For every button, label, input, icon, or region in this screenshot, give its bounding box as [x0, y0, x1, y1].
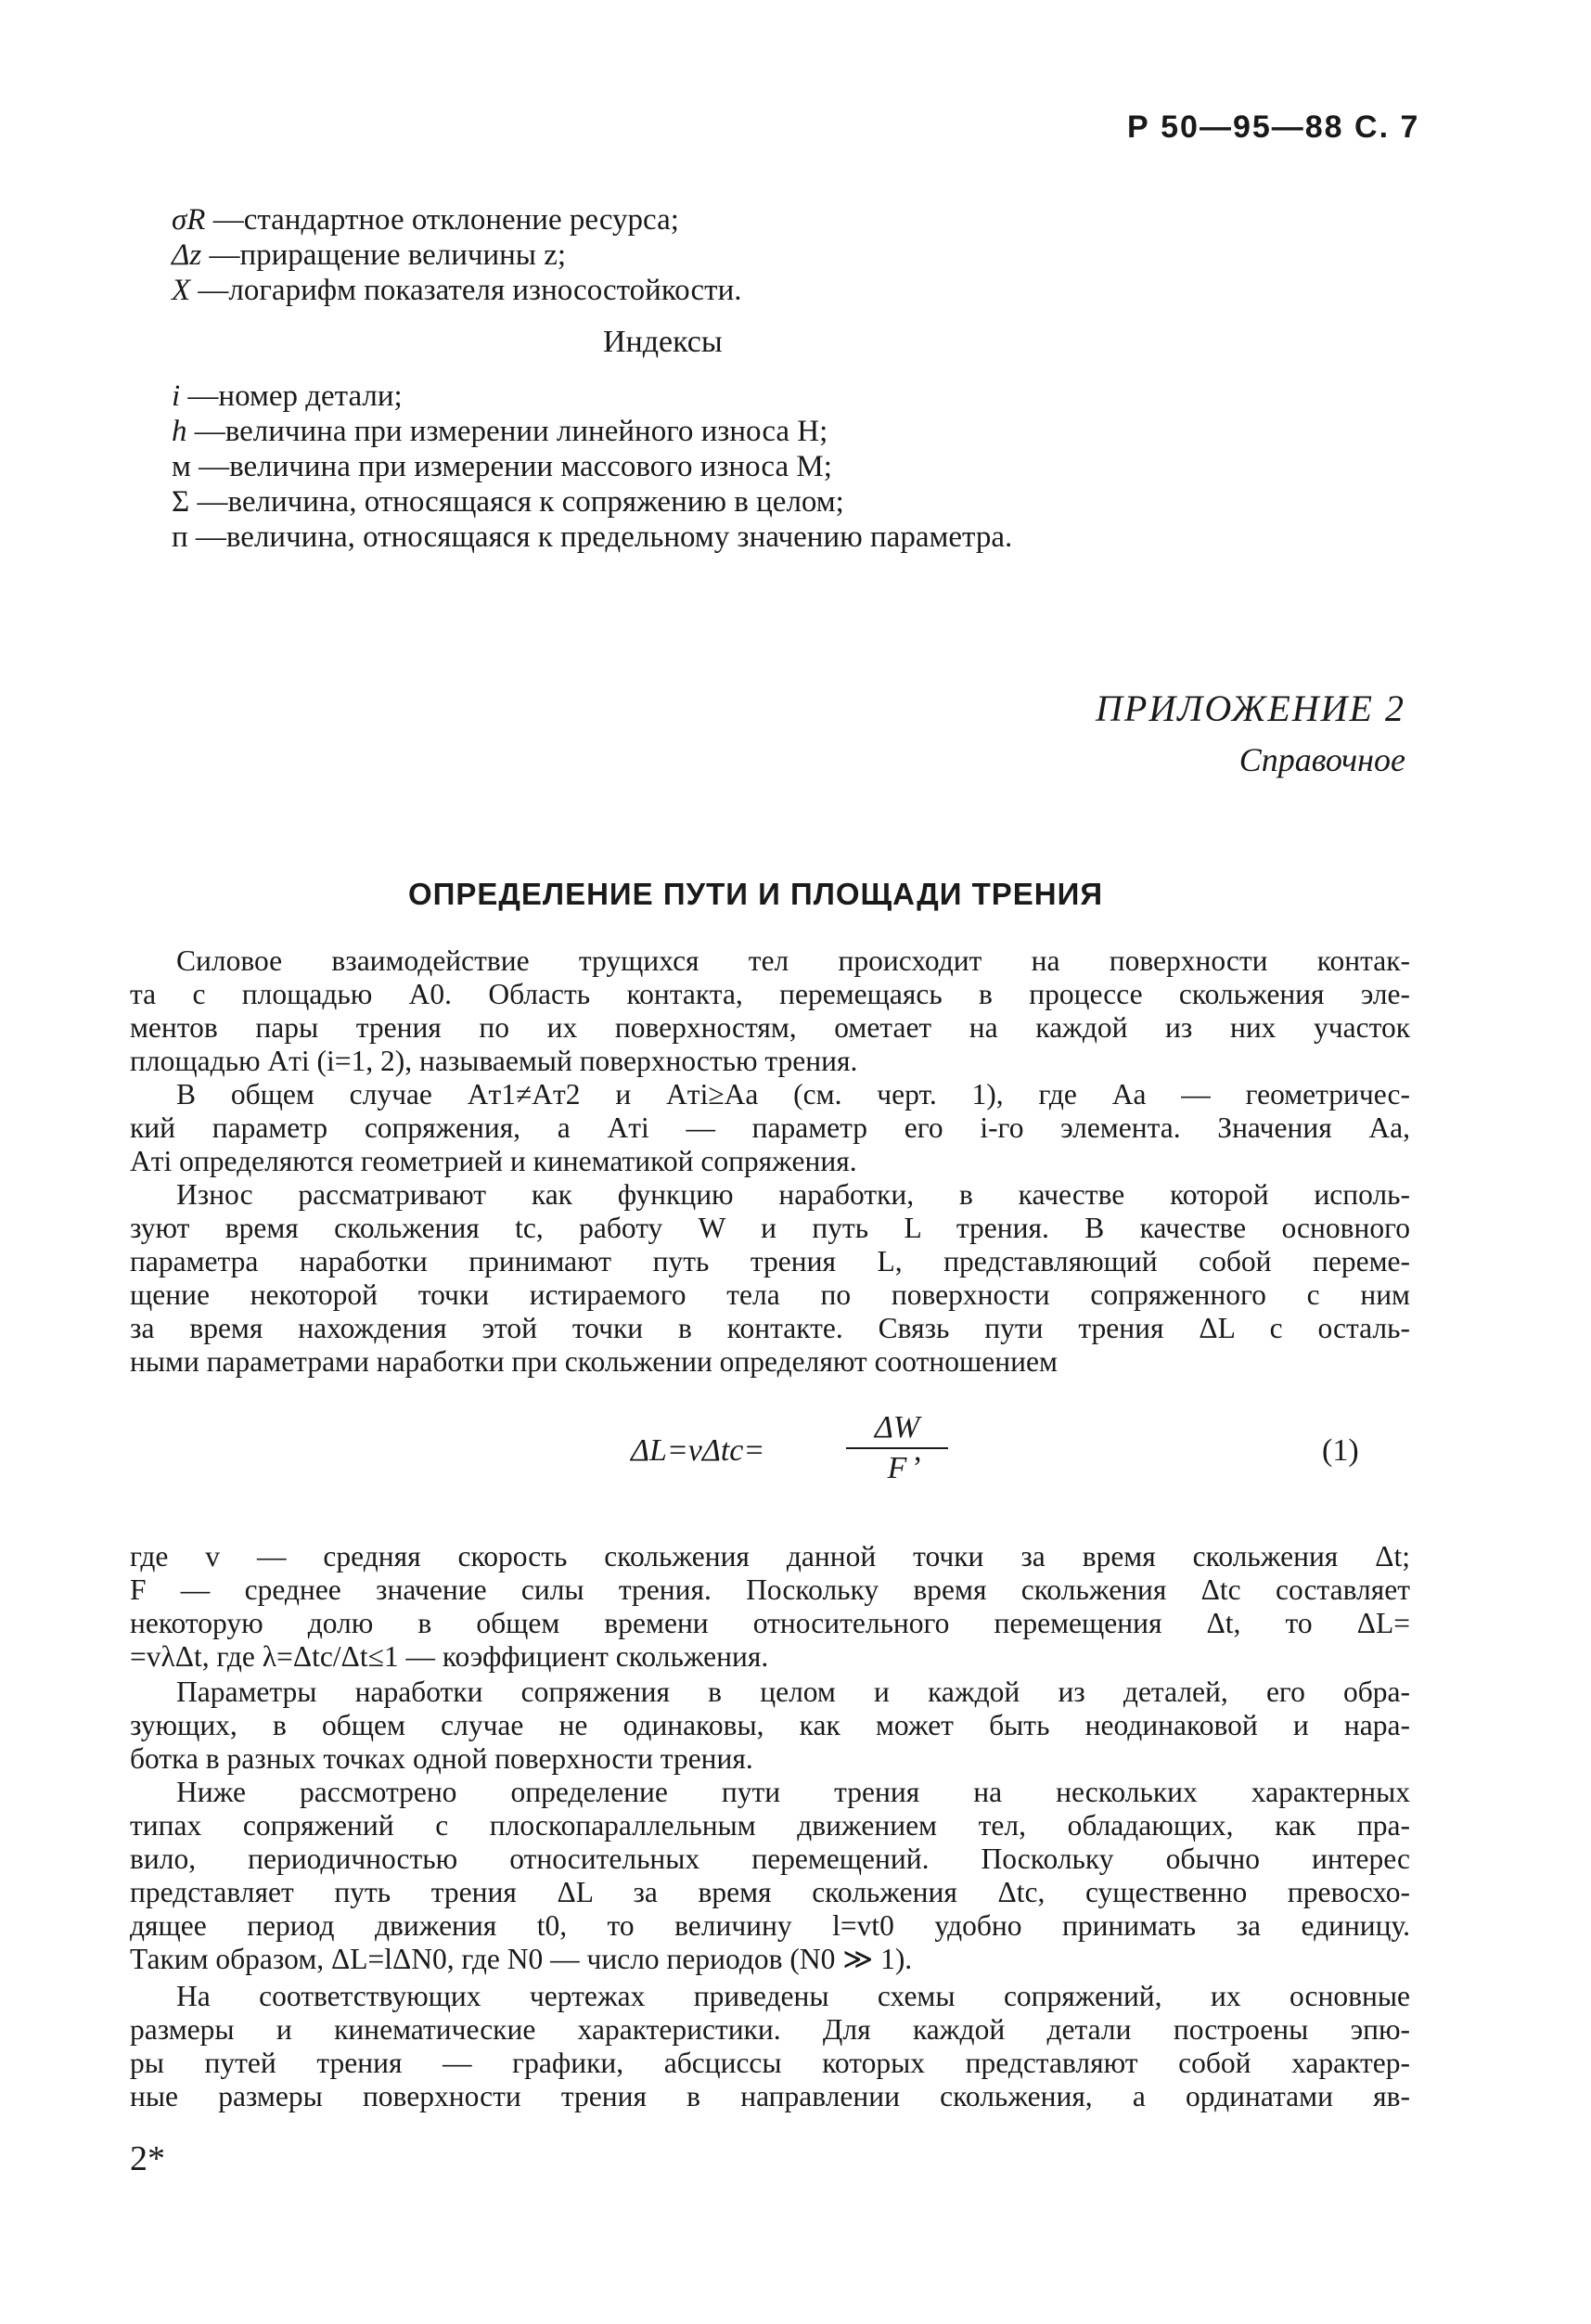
text-line: где v — средняя скорость скольжения данной точки за время скольжения Δt; — [130, 1540, 1410, 1573]
text-line: Параметры наработки сопряжения в целом и каждой из деталей, его обра- — [176, 1676, 1410, 1708]
index-symbol: i — [172, 379, 181, 413]
formula-denominator: F — [887, 1451, 907, 1485]
text-line: На соответствующих чертежах приведены схемы сопряжений, их основные — [176, 1980, 1410, 2012]
notation-item — [172, 202, 741, 238]
notation-symbol: σR — [172, 203, 206, 237]
text-line: зуют время скольжения tc, работу W и путь L трения. В качестве основного — [130, 1212, 1410, 1244]
notation-item — [172, 238, 741, 273]
page-header: Р 50—95—88 С. 7 — [1127, 109, 1420, 145]
text-line: вило, периодичностью относительных перемещений. Поскольку обычно интерес — [130, 1843, 1410, 1875]
index-symbol: м — [172, 450, 191, 483]
paragraph-6 — [130, 1776, 1410, 1976]
index-item — [172, 449, 1012, 484]
text-line: ментов пары трения по их поверхностям, ометает на каждой из них участок — [130, 1011, 1410, 1044]
index-symbol: Σ — [172, 485, 190, 519]
index-text: —величина, относящаяся к предельному значению параметра. — [195, 520, 1013, 554]
appendix-subtitle: Справочное — [1238, 741, 1405, 778]
text-line: параметра наработки принимают путь трения L, представляющий собой переме- — [130, 1245, 1410, 1278]
notation-item — [172, 273, 741, 308]
index-item — [172, 414, 1012, 449]
appendix-title: ПРИЛОЖЕНИЕ 2 — [1096, 687, 1405, 729]
formula-fraction — [846, 1410, 948, 1486]
index-symbol: п — [172, 520, 188, 554]
formula-comma: , — [914, 1433, 922, 1468]
paragraph-2 — [130, 1078, 1410, 1178]
paragraph-7 — [130, 1980, 1410, 2113]
text-line: Aтi определяются геометрией и кинематикой сопряжения. — [130, 1145, 857, 1177]
index-item — [172, 520, 1012, 555]
index-item — [172, 379, 1012, 414]
paragraph-1 — [130, 944, 1410, 1078]
text-line: типах сопряжений с плоскопараллельным движением тел, обладающих, как пра- — [130, 1809, 1410, 1842]
paragraph-5 — [130, 1676, 1410, 1776]
notation-list — [172, 202, 741, 308]
text-line: Ниже рассмотрено определение пути трения на нескольких характерных — [176, 1776, 1410, 1808]
notation-text: —приращение величины z; — [209, 238, 567, 272]
index-text: —величина при измерении массового износа M; — [199, 450, 832, 483]
index-text: —величина, относящаяся к сопряжению в целом; — [197, 485, 844, 519]
index-item — [172, 484, 1012, 520]
text-line: размеры и кинематические характеристики. Для каждой детали построены эпю- — [130, 2013, 1410, 2046]
text-line: =vλΔt, где λ=Δtc/Δt≤1 — коэффициент скольжения. — [130, 1640, 769, 1673]
indices-list — [172, 379, 1012, 555]
index-symbol: h — [172, 415, 187, 448]
text-line: F — среднее значение силы трения. Поскольку время скольжения Δtc составляет — [130, 1573, 1410, 1606]
paragraph-3 — [130, 1178, 1410, 1379]
section-title: ОПРЕДЕЛЕНИЕ ПУТИ И ПЛОЩАДИ ТРЕНИЯ — [408, 877, 1104, 911]
formula-1 — [0, 1410, 1591, 1494]
text-line: В общем случае Aт1≠Aт2 и Aтi≥Aa (см. черт. 1), где Aa — геометричес- — [176, 1078, 1410, 1111]
text-line: Силовое взаимодействие трущихся тел происходит на поверхности контак- — [176, 944, 1410, 977]
text-line: щение некоторой точки истираемого тела по поверхности сопряженного с ним — [130, 1278, 1410, 1311]
text-line: зующих, в общем случае не одинаковы, как может быть неодинаковой и нара- — [130, 1709, 1410, 1741]
text-line: ботка в разных точках одной поверхности трения. — [130, 1742, 753, 1775]
text-line: кий параметр сопряжения, а Aтi — параметр его i-го элемента. Значения Aa, — [130, 1111, 1410, 1144]
index-text: —величина при измерении линейного износа H; — [194, 415, 828, 448]
formula-left-side: ΔL=vΔtc= — [631, 1433, 765, 1468]
text-line: ными параметрами наработки при скольжении определяют соотношением — [130, 1345, 1058, 1378]
text-line: Износ рассматривают как функцию наработки, в качестве которой исполь- — [176, 1178, 1410, 1211]
formula-numerator: ΔW — [846, 1410, 948, 1449]
text-line: та с площадью A0. Область контакта, перемещаясь в процессе скольжения эле- — [130, 978, 1410, 1010]
indices-heading: Индексы — [603, 325, 723, 359]
notation-symbol: X — [172, 274, 191, 307]
text-line: ры путей трения — графики, абсциссы которых представляют собой характер- — [130, 2047, 1410, 2079]
paragraph-4 — [130, 1540, 1410, 1674]
formula-number: (1) — [1322, 1433, 1359, 1468]
text-line: за время нахождения этой точки в контакте. Связь пути трения ΔL с осталь- — [130, 1312, 1410, 1344]
page-signature: 2* — [130, 2139, 165, 2178]
notation-symbol: Δz — [172, 238, 202, 272]
text-line: Таким образом, ΔL=lΔN0, где N0 — число периодов (N0 ≫ 1). — [130, 1943, 913, 1975]
text-line: некоторую долю в общем времени относительного перемещения Δt, то ΔL= — [130, 1607, 1410, 1639]
notation-text: —логарифм показателя износостойкости. — [198, 274, 742, 307]
text-line: площадью Aтi (i=1, 2), называемый поверхностью трения. — [130, 1045, 858, 1077]
text-line: дящее период движения t0, то величину l=vt0 удобно принимать за единицу. — [130, 1909, 1410, 1942]
text-line: ные размеры поверхности трения в направлении скольжения, а ординатами яв- — [130, 2080, 1410, 2112]
text-line: представляет путь трения ΔL за время скольжения Δtc, существенно превосхо- — [130, 1876, 1410, 1908]
notation-text: —стандартное отклонение ресурса; — [212, 203, 679, 237]
index-text: —номер детали; — [187, 379, 403, 413]
